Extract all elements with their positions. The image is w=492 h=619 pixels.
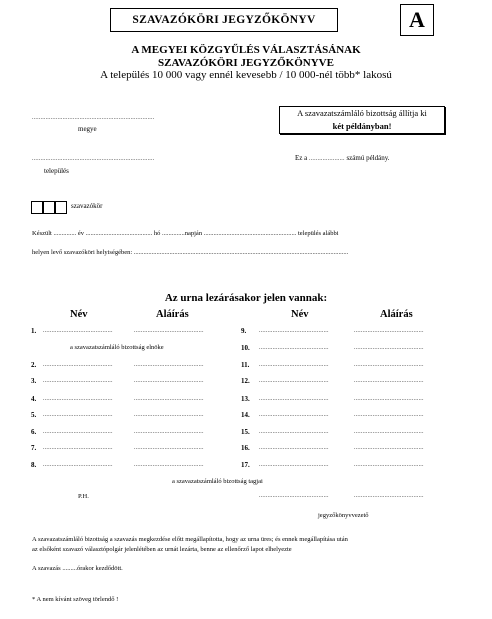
- right-row-number: 12.: [241, 377, 250, 385]
- right-row-number: 15.: [241, 428, 250, 436]
- left-row-number: 6.: [31, 428, 37, 436]
- keeper-name-field[interactable]: .........................................: [259, 493, 329, 499]
- left-row-number: 5.: [31, 411, 37, 419]
- statement-line-1: A szavazatszámláló bizottság a szavazás megkezdése előtt megállapította, hogy az urna üres; és ennek megállapítása után: [32, 536, 348, 543]
- notice-box: [279, 106, 445, 134]
- footnote: * A nem kívánt szöveg törlendő !: [32, 596, 119, 603]
- left-row-number: 3.: [31, 377, 37, 385]
- left-name-field[interactable]: .........................................: [43, 396, 113, 402]
- left-row-number: 4.: [31, 395, 37, 403]
- left-row-number: 7.: [31, 444, 37, 452]
- left-signature-field[interactable]: .........................................: [134, 462, 204, 468]
- made-line-2[interactable]: helyen levő szavazóköri helyiségében: ....................................................................................................................................: [32, 249, 349, 256]
- right-signature-field[interactable]: .........................................: [354, 429, 424, 435]
- right-row-number: 14.: [241, 411, 250, 419]
- right-signature-field[interactable]: .........................................: [354, 362, 424, 368]
- copy-number-line: [295, 154, 390, 162]
- statement-line-2: az elsőként szavazó választópolgár jelenlétében az urnát lezárta, benne az ellenőrző lapot elhelyezte: [32, 546, 292, 553]
- settlement-label: település: [44, 167, 69, 175]
- left-name-field[interactable]: .........................................: [43, 429, 113, 435]
- left-name-field[interactable]: .........................................: [43, 445, 113, 451]
- right-row-number: 9.: [241, 327, 247, 335]
- heading-election: A MEGYEI KÖZGYŰLÉS VÁLASZTÁSÁNAK: [131, 44, 361, 56]
- col-signature-right: Aláírás: [380, 309, 413, 320]
- left-signature-field[interactable]: .........................................: [134, 328, 204, 334]
- right-row-number: 13.: [241, 395, 250, 403]
- chair-label: a szavazatszámláló bizottság elnöke: [70, 344, 164, 351]
- right-name-field[interactable]: .........................................: [259, 462, 329, 468]
- left-name-field[interactable]: .........................................: [43, 378, 113, 384]
- right-name-field[interactable]: .........................................: [259, 445, 329, 451]
- right-row-number: 17.: [241, 461, 250, 469]
- col-name-left: Név: [70, 309, 88, 320]
- right-name-field[interactable]: .........................................: [259, 412, 329, 418]
- county-label: megye: [78, 125, 97, 133]
- right-signature-field[interactable]: .........................................: [354, 462, 424, 468]
- left-row-number: 1.: [31, 327, 37, 335]
- right-signature-field[interactable]: .........................................: [354, 378, 424, 384]
- settlement-field[interactable]: ........................................................................: [32, 156, 155, 162]
- left-signature-field[interactable]: .........................................: [134, 362, 204, 368]
- heading-settlement-size: A település 10 000 vagy ennél kevesebb / 10 000-nél több* lakosú: [100, 69, 392, 81]
- right-name-field[interactable]: .........................................: [259, 429, 329, 435]
- notice-line-2: két példányban!: [332, 120, 392, 131]
- right-signature-field[interactable]: .........................................: [354, 328, 424, 334]
- left-name-field[interactable]: .........................................: [43, 362, 113, 368]
- right-name-field[interactable]: .........................................: [259, 345, 329, 351]
- members-label: a szavazatszámláló bizottság tagjai: [172, 478, 263, 485]
- made-line-1[interactable]: Készült .............. év ......................................... hó ..............napján ......................................................... település alábbi: [32, 230, 339, 237]
- start-time-line[interactable]: A szavazás .........órakor kezdődött.: [32, 565, 123, 572]
- district-digit-box-1[interactable]: [31, 201, 43, 214]
- keeper-label: jegyzőkönyvvezető: [318, 512, 369, 519]
- right-signature-field[interactable]: .........................................: [354, 445, 424, 451]
- right-row-number: 10.: [241, 344, 250, 352]
- county-field[interactable]: ........................................................................: [32, 115, 155, 121]
- left-name-field[interactable]: .........................................: [43, 462, 113, 468]
- copy-suffix: számú példány.: [346, 154, 390, 162]
- right-signature-field[interactable]: .........................................: [354, 412, 424, 418]
- heading-protocol: SZAVAZÓKÖRI JEGYZŐKÖNYVE: [158, 57, 334, 69]
- left-name-field[interactable]: .........................................: [43, 328, 113, 334]
- right-row-number: 11.: [241, 361, 250, 369]
- right-signature-field[interactable]: .........................................: [354, 396, 424, 402]
- left-name-field[interactable]: .........................................: [43, 412, 113, 418]
- keeper-signature-field[interactable]: .........................................: [354, 493, 424, 499]
- left-signature-field[interactable]: .........................................: [134, 429, 204, 435]
- left-signature-field[interactable]: .........................................: [134, 378, 204, 384]
- left-signature-field[interactable]: .........................................: [134, 445, 204, 451]
- col-name-right: Név: [291, 309, 309, 320]
- right-name-field[interactable]: .........................................: [259, 396, 329, 402]
- left-signature-field[interactable]: .........................................: [134, 412, 204, 418]
- right-signature-field[interactable]: .........................................: [354, 345, 424, 351]
- form-title: SZAVAZÓKÖRI JEGYZŐKÖNYV: [110, 8, 338, 32]
- left-row-number: 8.: [31, 461, 37, 469]
- right-name-field[interactable]: .........................................: [259, 362, 329, 368]
- present-title: Az urna lezárásakor jelen vannak:: [164, 292, 328, 304]
- left-row-number: 2.: [31, 361, 37, 369]
- copy-number-field[interactable]: .....................: [309, 156, 345, 162]
- col-signature-left: Aláírás: [156, 309, 189, 320]
- notice-line-1: A szavazatszámláló bizottság állítja ki: [297, 108, 427, 118]
- right-row-number: 16.: [241, 444, 250, 452]
- left-signature-field[interactable]: .........................................: [134, 396, 204, 402]
- stamp-ph: P.H.: [78, 493, 89, 500]
- form-letter-box: A: [400, 4, 434, 36]
- copy-prefix: Ez a: [295, 154, 308, 162]
- district-label: szavazókör: [71, 202, 103, 210]
- district-digit-box-2[interactable]: [43, 201, 55, 214]
- right-name-field[interactable]: .........................................: [259, 328, 329, 334]
- right-name-field[interactable]: .........................................: [259, 378, 329, 384]
- district-digit-box-3[interactable]: [55, 201, 67, 214]
